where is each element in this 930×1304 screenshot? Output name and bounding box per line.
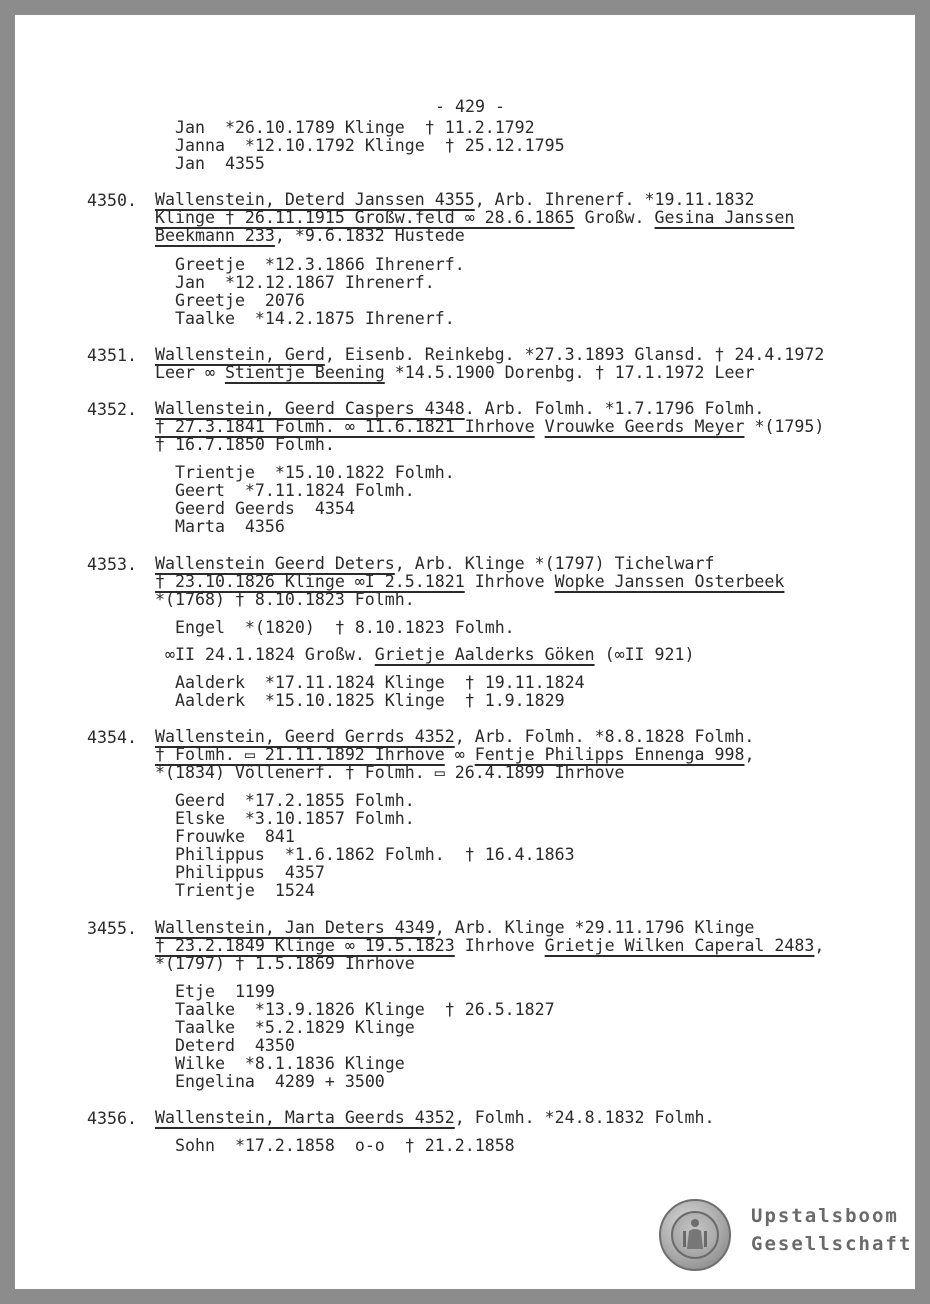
text-line bbox=[175, 1001, 555, 1019]
text-span: Geert *7.11.1824 Folmh. bbox=[175, 481, 415, 500]
underlined-text: Grietje Wilken Caperal 2483 bbox=[544, 936, 815, 955]
text-line bbox=[175, 1073, 385, 1091]
entry-number: 4356. bbox=[87, 1109, 137, 1128]
text-line bbox=[175, 864, 325, 882]
text-span: *14.5.1900 Dorenbg. † 17.1.1972 Leer bbox=[384, 363, 755, 382]
text-span: , Arb. Klinge *29.11.1796 Klinge bbox=[434, 918, 755, 937]
text-line bbox=[175, 846, 575, 864]
text-line bbox=[155, 346, 824, 364]
text-span: Wilke *8.1.1836 Klinge bbox=[175, 1054, 405, 1073]
text-span: † 16.7.1850 Folmh. bbox=[155, 435, 335, 454]
text-line bbox=[175, 500, 355, 518]
text-span: *(1795) bbox=[744, 417, 825, 436]
text-line bbox=[155, 209, 794, 227]
text-line bbox=[175, 810, 415, 828]
underlined-text: † 23.10.1826 Klinge ∞I 2.5.1821 bbox=[155, 572, 465, 591]
text-span: Geerd Geerds 4354 bbox=[175, 499, 355, 518]
text-line bbox=[175, 983, 275, 1001]
text-line bbox=[165, 646, 695, 664]
logo-line-2: Gesellschaft bbox=[751, 1233, 913, 1255]
text-line bbox=[155, 573, 784, 591]
text-span: Deterd 4350 bbox=[175, 1036, 295, 1055]
text-span: Philippus 4357 bbox=[175, 863, 325, 882]
text-line bbox=[175, 464, 455, 482]
text-span: *(1797) † 1.5.1869 Ihrhove bbox=[155, 954, 415, 973]
text-line bbox=[155, 400, 764, 418]
text-line bbox=[175, 292, 305, 310]
logo-line-1: Upstalsboom bbox=[751, 1205, 899, 1227]
underlined-text: Fentje Philipps Ennenga 998 bbox=[474, 745, 745, 764]
text-span: Ihrhove bbox=[464, 572, 555, 591]
text-span: , *9.6.1832 Hustede bbox=[274, 226, 465, 245]
text-line bbox=[175, 828, 295, 846]
underlined-text: † 27.3.1841 Folmh. ∞ 11.6.1821 Ihrhove bbox=[155, 417, 535, 436]
text-span: Aalderk *17.11.1824 Klinge † 19.11.1824 bbox=[175, 673, 585, 692]
text-line bbox=[155, 746, 754, 764]
seal-icon bbox=[659, 1199, 731, 1271]
text-span: Frouwke 841 bbox=[175, 827, 295, 846]
text-line bbox=[175, 1055, 405, 1073]
text-span: , bbox=[744, 745, 755, 764]
entry-number: 4354. bbox=[87, 728, 137, 747]
underlined-text: Gesina Janssen bbox=[654, 208, 795, 227]
text-line bbox=[175, 155, 265, 173]
underlined-text: † Folmh. ▭ 21.11.1892 Ihrhove bbox=[155, 745, 445, 764]
text-line bbox=[175, 310, 455, 328]
text-span: Philippus *1.6.1862 Folmh. † 16.4.1863 bbox=[175, 845, 575, 864]
document-text bbox=[15, 15, 915, 1289]
text-span: *(1768) † 8.10.1823 Folmh. bbox=[155, 590, 415, 609]
text-span: Jan *12.12.1867 Ihrenerf. bbox=[175, 273, 435, 292]
text-span bbox=[535, 417, 545, 436]
text-span: Greetje *12.3.1866 Ihrenerf. bbox=[175, 255, 465, 274]
text-line bbox=[155, 955, 415, 973]
document-page bbox=[15, 15, 915, 1289]
text-line bbox=[175, 256, 465, 274]
text-line bbox=[175, 1137, 515, 1155]
text-span: Trientje 1524 bbox=[175, 881, 315, 900]
text-span: Engel *(1820) † 8.10.1823 Folmh. bbox=[175, 618, 515, 637]
text-line bbox=[175, 692, 565, 710]
text-line bbox=[155, 418, 824, 436]
entry-number: 4352. bbox=[87, 400, 137, 419]
underlined-text: Wallenstein Geerd Deters bbox=[155, 554, 395, 573]
text-span: . Arb. Folmh. *1.7.1796 Folmh. bbox=[464, 399, 765, 418]
text-span: ∞II 24.1.1824 Großw. bbox=[165, 645, 375, 664]
text-line bbox=[175, 674, 585, 692]
entry-number: 4351. bbox=[87, 346, 137, 365]
text-line bbox=[175, 792, 415, 810]
upstalsboom-logo bbox=[659, 1199, 913, 1271]
text-span: , Arb. Folmh. *8.8.1828 Folmh. bbox=[454, 727, 755, 746]
text-span: Engelina 4289 + 3500 bbox=[175, 1072, 385, 1091]
text-line bbox=[175, 482, 415, 500]
text-line bbox=[155, 728, 754, 746]
text-line bbox=[175, 119, 535, 137]
text-span: Großw. bbox=[574, 208, 655, 227]
underlined-text: Wallenstein, Deterd Janssen 4355 bbox=[155, 190, 475, 209]
underlined-text: Beekmann 233 bbox=[155, 226, 275, 245]
entry-number: 3455. bbox=[87, 919, 137, 938]
text-span: Geerd *17.2.1855 Folmh. bbox=[175, 791, 415, 810]
text-span: Trientje *15.10.1822 Folmh. bbox=[175, 463, 455, 482]
text-span: Greetje 2076 bbox=[175, 291, 305, 310]
text-line bbox=[175, 137, 565, 155]
text-line bbox=[155, 937, 824, 955]
underlined-text: Wallenstein, Gerd bbox=[155, 345, 325, 364]
text-line bbox=[155, 436, 335, 454]
text-span: Aalderk *15.10.1825 Klinge † 1.9.1829 bbox=[175, 691, 565, 710]
text-line bbox=[155, 555, 714, 573]
underlined-text: Grietje Aalderks Göken bbox=[374, 645, 595, 664]
text-span: Taalke *13.9.1826 Klinge † 26.5.1827 bbox=[175, 1000, 555, 1019]
text-span: Sohn *17.2.1858 o-o † 21.2.1858 bbox=[175, 1136, 515, 1155]
text-line bbox=[175, 518, 285, 536]
text-line bbox=[155, 191, 754, 209]
text-line bbox=[175, 1037, 295, 1055]
underlined-text: Klinge † 26.11.1915 Großw.feld ∞ 28.6.1865 bbox=[155, 208, 575, 227]
underlined-text: Vrouwke Geerds Meyer bbox=[544, 417, 745, 436]
underlined-text: † 23.2.1849 Klinge ∞ 19.5.1823 bbox=[155, 936, 455, 955]
text-line bbox=[175, 619, 515, 637]
text-span: *(1834) Völlenerf. † Folmh. ▭ 26.4.1899 Ihrhove bbox=[155, 763, 625, 782]
text-line bbox=[155, 764, 625, 782]
underlined-text: Stientje Beening bbox=[224, 363, 385, 382]
entry-number: 4353. bbox=[87, 555, 137, 574]
underlined-text: Wallenstein, Marta Geerds 4352 bbox=[155, 1108, 455, 1127]
text-span: Taalke *5.2.1829 Klinge bbox=[175, 1018, 415, 1037]
underlined-text: Wallenstein, Geerd Caspers 4348 bbox=[155, 399, 465, 418]
text-line bbox=[155, 227, 465, 245]
underlined-text: Wallenstein, Geerd Gerrds 4352 bbox=[155, 727, 455, 746]
text-line bbox=[155, 1109, 714, 1127]
text-span: Elske *3.10.1857 Folmh. bbox=[175, 809, 415, 828]
text-span: , Eisenb. Reinkebg. *27.3.1893 Glansd. † 24.4.1972 bbox=[324, 345, 825, 364]
text-span: Leer ∞ bbox=[155, 363, 225, 382]
text-span: Etje 1199 bbox=[175, 982, 275, 1001]
underlined-text: Wallenstein, Jan Deters 4349 bbox=[155, 918, 435, 937]
text-line bbox=[175, 274, 435, 292]
text-span: (∞II 921) bbox=[594, 645, 695, 664]
page-number: - 429 - bbox=[435, 97, 505, 116]
text-span: , Arb. Ihrenerf. *19.11.1832 bbox=[474, 190, 755, 209]
text-span: Marta 4356 bbox=[175, 517, 285, 536]
underlined-text: Wopke Janssen Osterbeek bbox=[554, 572, 785, 591]
text-line bbox=[155, 919, 754, 937]
text-span: Ihrhove bbox=[454, 936, 545, 955]
text-line bbox=[155, 364, 754, 382]
text-span: , Folmh. *24.8.1832 Folmh. bbox=[454, 1108, 715, 1127]
text-line bbox=[155, 591, 415, 609]
entry-number: 4350. bbox=[87, 191, 137, 210]
seal-figure-icon bbox=[681, 1217, 709, 1251]
text-span: Taalke *14.2.1875 Ihrenerf. bbox=[175, 309, 455, 328]
text-span: Janna *12.10.1792 Klinge † 25.12.1795 bbox=[175, 136, 565, 155]
text-line bbox=[175, 882, 315, 900]
text-line bbox=[175, 1019, 415, 1037]
text-span: Jan *26.10.1789 Klinge † 11.2.1792 bbox=[175, 118, 535, 137]
text-span: , bbox=[814, 936, 825, 955]
text-span: , Arb. Klinge *(1797) Tichelwarf bbox=[394, 554, 715, 573]
text-span: ∞ bbox=[444, 745, 475, 764]
text-span: Jan 4355 bbox=[175, 154, 265, 173]
